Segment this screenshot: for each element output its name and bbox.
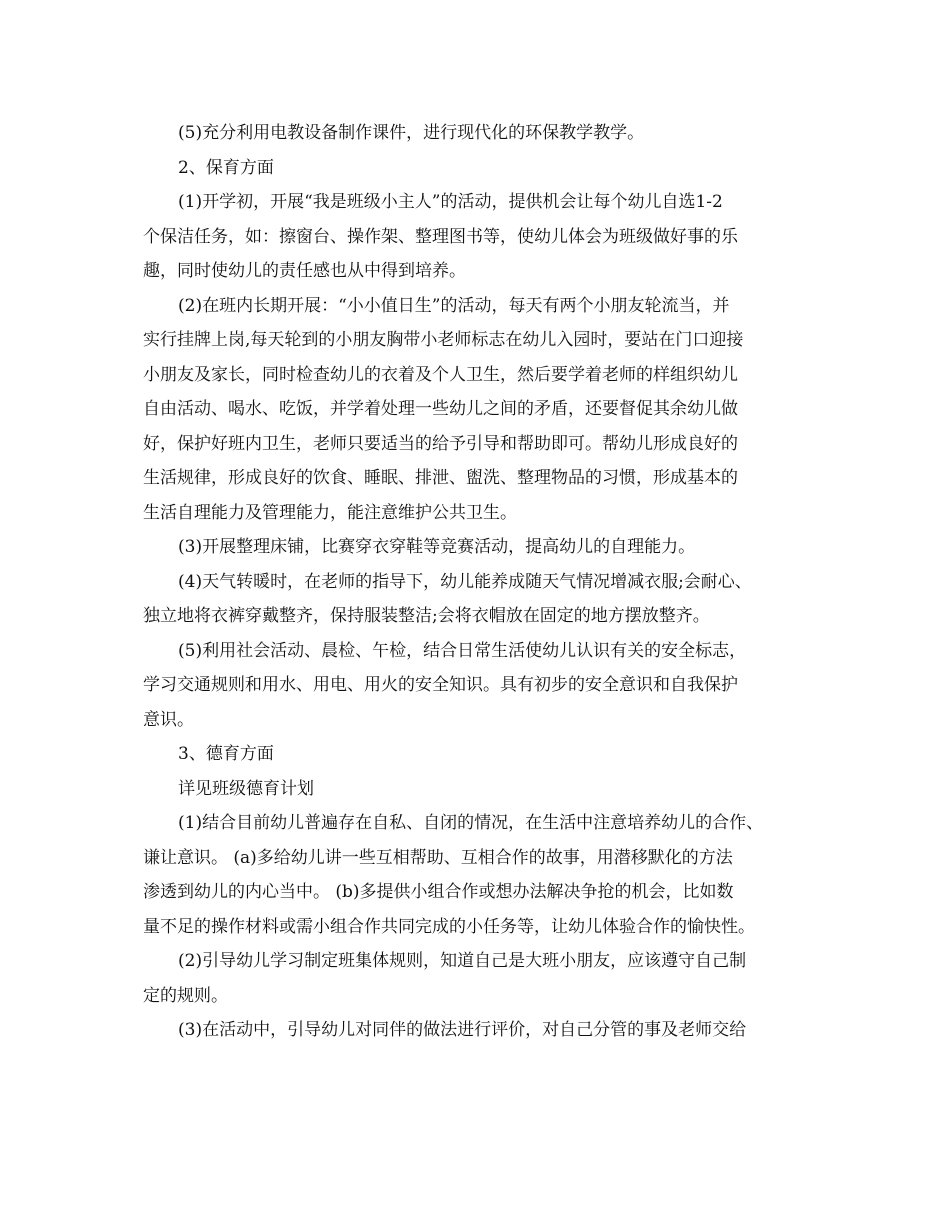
text-line: 意识。 [143, 709, 194, 730]
text-line: 学习交通规则和用水、用电、用火的安全知识。具有初步的安全意识和自我保护 [143, 675, 738, 695]
text-line: (5)利用社会活动、晨检、午检，结合日常生活使幼儿认识有关的安全标志， [178, 640, 747, 661]
text-line: 详见班级德育计划 [178, 778, 314, 799]
text-line: (5)充分利用电教设备制作课件，进行现代化的环保教学教学。 [178, 123, 645, 143]
paragraph [143, 944, 823, 1013]
text-line: (3)开展整理床铺，比赛穿衣穿鞋等竞赛活动，提高幼儿的自理能力。 [178, 537, 696, 557]
text-line: 定的规则。 [143, 985, 228, 1006]
paragraph [143, 806, 823, 944]
text-line: 好，保护好班内卫生，老师只要适当的给予引导和帮助即可。帮幼儿形成良好的 [143, 433, 738, 454]
text-line: 自由活动、喝水、吃饭，并学着处理一些幼儿之间的矛盾，还要督促其余幼儿做 [143, 399, 738, 419]
paragraph [143, 151, 823, 186]
paragraph [143, 565, 823, 634]
text-line: (1)结合目前幼儿普遍存在自私、自闭的情况，在生活中注意培养幼儿的合作、 [178, 813, 764, 833]
text-line: (3)在活动中，引导幼儿对同伴的做法进行评价，对自己分管的事及老师交给 [178, 1020, 747, 1040]
text-line: 趣，同时使幼儿的责任感也从中得到培养。 [143, 261, 466, 281]
text-line: 量不足的操作材料或需小组合作共同完成的小任务等，让幼儿体验合作的愉快性。 [143, 916, 755, 937]
paragraph [143, 634, 823, 738]
paragraph [143, 530, 823, 565]
text-line: (4)天气转暖时，在老师的指导下，幼儿能养成随天气情况增减衣服;会耐心、 [178, 571, 752, 592]
text-line: (2)引导幼儿学习制定班集体规则，知道自己是大班小朋友，应该遵守自己制 [178, 951, 747, 971]
paragraph [143, 185, 823, 289]
text-line: (1)开学初，开展“我是班级小主人”的活动，提供机会让每个幼儿自选1-2 [178, 192, 723, 212]
text-line: 2、保育方面 [178, 157, 274, 178]
text-line: 生活规律，形成良好的饮食、睡眠、排泄、盥洗、整理物品的习惯，形成基本的 [143, 468, 738, 488]
text-line: 个保洁任务，如：擦窗台、操作架、整理图书等，使幼儿体会为班级做好事的乐 [143, 226, 738, 247]
document-body [143, 116, 823, 1048]
paragraph [143, 1013, 823, 1048]
text-line: 实行挂牌上岗,每天轮到的小朋友胸带小老师标志在幼儿入园时，要站在门口迎接 [143, 330, 744, 350]
text-line: 独立地将衣裤穿戴整齐，保持服装整洁;会将衣帽放在固定的地方摆放整齐。 [143, 606, 710, 626]
text-line: 生活自理能力及管理能力，能注意维护公共卫生。 [143, 502, 517, 523]
paragraph [143, 116, 823, 151]
text-line: 谦让意识。 (a)多给幼儿讲一些互相帮助、互相合作的故事，用潜移默化的方法 [143, 847, 733, 868]
text-line: 小朋友及家长，同时检查幼儿的衣着及个人卫生，然后要学着老师的样组织幼儿 [143, 364, 738, 385]
paragraph [143, 772, 823, 807]
text-line: 渗透到幼儿的内心当中。 (b)多提供小组合作或想办法解决争抢的机会，比如数 [143, 882, 734, 902]
text-line: 3、德育方面 [178, 744, 274, 764]
text-line: (2)在班内长期开展：“小小值日生”的活动，每天有两个小朋友轮流当，并 [178, 295, 730, 316]
paragraph [143, 737, 823, 772]
paragraph [143, 289, 823, 531]
